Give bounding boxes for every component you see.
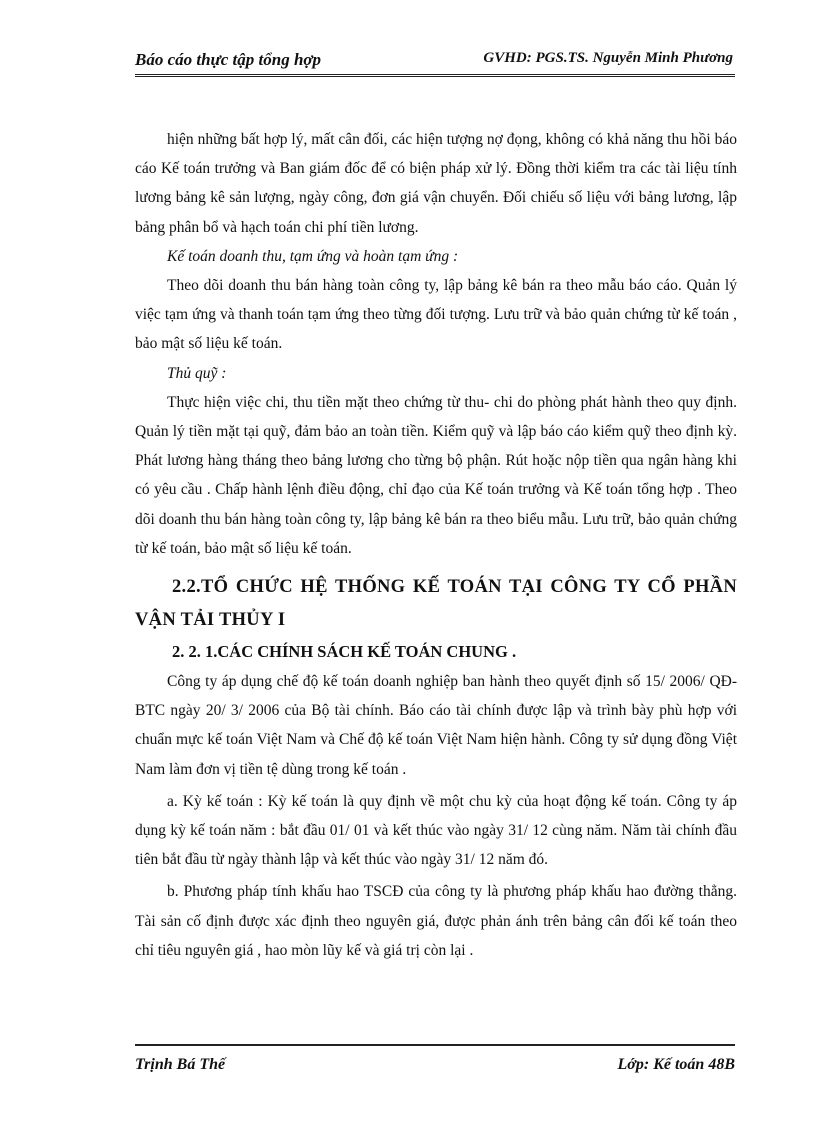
footer-author: Trịnh Bá Thế [135, 1056, 226, 1073]
page-content [135, 125, 737, 965]
subheading-revenue-accountant: Kế toán doanh thu, tạm ứng và hoàn tạm ứng : [167, 247, 459, 265]
paragraph-salary-review: hiện những bất hợp lý, mất cân đối, các hiện tượng nợ đọng, không có khả năng thu hồi báo cáo Kế toán trưởng và Ban giám đốc để có biện pháp xử lý. Đồng thời kiểm tra các tài liệu tính lương bảng kê sản lượng, ngày công, đơn giá vận chuyển. Đối chiếu số liệu với bảng lương, lập bảng phân bổ và hạch toán chi phí tiền lương. [135, 131, 737, 236]
subheading-treasurer: Thủ quỹ : [167, 364, 227, 382]
page-footer [135, 1044, 735, 1073]
page-header [135, 48, 735, 77]
paragraph-revenue-accountant: Theo dõi doanh thu bán hàng toàn công ty, lập bảng kê bán ra theo mẫu báo cáo. Quản lý việc tạm ứng và thanh toán tạm ứng theo từng đối tượng. Lưu trữ và bảo quản chứng từ kế toán , bảo mật số liệu kế toán. [135, 277, 737, 353]
paragraph-depreciation: b. Phương pháp tính khấu hao TSCĐ của công ty là phương pháp khấu hao đường thẳng. Tài sản cố định được xác định theo nguyên giá, được phản ánh trên bảng cân đối kế toán theo chỉ tiêu nguyên giá , hao mòn lũy kế và giá trị còn lại . [135, 883, 737, 959]
header-advisor: GVHD: PGS.TS. Nguyễn Minh Phương [483, 50, 733, 66]
paragraph-accounting-period: a. Kỳ kế toán : Kỳ kế toán là quy định về một chu kỳ của hoạt động kế toán. Công ty áp dụng kỳ kế toán năm : bắt đầu 01/ 01 và kết thúc vào ngày 31/ 12 cùng năm. Năm tài chính đầu tiên bắt đầu từ ngày thành lập và kết thúc vào ngày 31/ 12 năm đó. [135, 792, 737, 869]
section-heading: 2.2.TỔ CHỨC HỆ THỐNG KẾ TOÁN TẠI CÔNG TY CỔ PHẦN VẬN TẢI THỦY I [135, 577, 737, 631]
footer-class: Lớp: Kế toán 48B [617, 1056, 735, 1073]
paragraph-treasurer: Thực hiện việc chi, thu tiền mặt theo chứng từ thu- chi do phòng phát hành theo quy định. Quản lý tiền mặt tại quỹ, đảm bảo an toàn tiền. Kiểm quỹ và lập báo cáo kiểm quỹ theo định kỳ. Phát lương hàng tháng theo bảng lương cho từng bộ phận. Rút hoặc nộp tiền qua ngân hàng khi có yêu cầu . Chấp hành lệnh điều động, chỉ đạo của Kế toán trưởng và Kế toán tổng hợp . Theo dõi doanh thu bán hàng toàn công ty, lập bảng kê bán ra theo biểu mẫu. Lưu trữ, bảo quản chứng từ kế toán, bảo mật số liệu kế toán. [135, 393, 737, 557]
subsection-heading: 2. 2. 1.CÁC CHÍNH SÁCH KẾ TOÁN CHUNG . [172, 642, 517, 662]
paragraph-accounting-regime: Công ty áp dụng chế độ kế toán doanh nghiệp ban hành theo quyết định số 15/ 2006/ QĐ-BTC ngày 20/ 3/ 2006 của Bộ tài chính. Báo cáo tài chính được lập và trình bày phù hợp với chuẩn mực kế toán Việt Nam và Chế độ kế toán Việt Nam hiện hành. Công ty sử dụng đồng Việt Nam làm đơn vị tiền tệ dùng trong kế toán . [135, 673, 737, 778]
header-title: Báo cáo thực tập tổng hợp [135, 50, 322, 69]
